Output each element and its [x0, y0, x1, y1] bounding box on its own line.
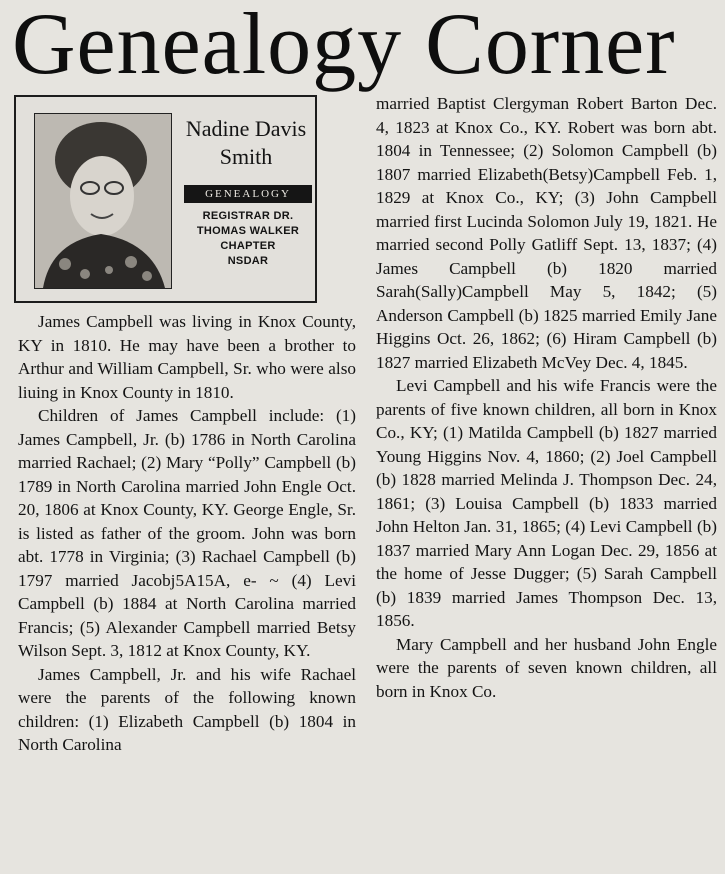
author-name-line2: Smith	[219, 144, 273, 169]
registrar-line: REGISTRAR DR.	[202, 210, 294, 222]
article-paragraph: married Baptist Clergyman Robert Barton Dec. 4, 1823 at Knox Co., KY. Robert was born abt. 1804 in Tennessee; (2) Solomon Campbell (b) 1807 married Elizabeth(Betsy)Campbell Feb. 1, 1829 at Knox Co., KY; (3) John Campbell married first Lucinda Solomon July 19, 1821. He married second Polly Gatliff Sept. 13, 1837; (4) James Campbell (b) 1820 married Sarah(Sally)Campbell May 5, 1842; (5) Anderson Campbell (b) 1825 married Emily Jane Higgins Oct. 26, 1862; (6) Hiram Campbell (b) 1827 married Elizabeth McVey Dec. 4, 1845.	[376, 94, 717, 372]
section-label: GENEALOGY	[184, 185, 312, 203]
author-name	[184, 115, 308, 171]
article-column-right	[376, 92, 717, 703]
registrar-credit	[178, 209, 318, 269]
byline-box	[14, 95, 317, 303]
article-paragraph: Mary Campbell and her husband John Engle were the parents of seven known children, all born in Knox Co.	[376, 634, 717, 701]
article-paragraph: Levi Campbell and his wife Francis were the parents of five known children, all born in Knox Co., KY; (1) Matilda Campbell (b) 1827 married Young Higgins Nov. 4, 1860; (2) Joel Campbell (b) 1828 married Melinda J. Thompson Dec. 24, 1861; (3) Louisa Campbell (b) 1833 married John Helton Jan. 31, 1865; (4) Levi Campbell (b) 1837 married Mary Ann Logan Dec. 29, 1856 at the home of Jesse Dugger; (5) Sarah Campbell (b) 1839 married James Thompson Dec. 13, 1856.	[376, 376, 717, 630]
article-paragraph: James Campbell, Jr. and his wife Rachael were the parents of the following known children: (1) Elizabeth Campbell (b) 1804 in North Carolina	[18, 664, 356, 754]
article-column-left	[18, 310, 356, 757]
registrar-line: NSDAR	[227, 255, 269, 267]
author-photo	[34, 113, 172, 289]
article-paragraph: James Campbell was living in Knox County, KY in 1810. He may have been a brother to Arthur and William Campbell, Sr. who were also liuing in Knox County in 1810.	[18, 312, 356, 402]
registrar-line: THOMAS WALKER	[196, 225, 300, 237]
registrar-line: CHAPTER	[220, 240, 276, 252]
article-paragraph: Children of James Campbell include: (1) James Campbell, Jr. (b) 1786 in North Carolina married Rachael; (2) Mary “Polly” Campbell (b) 1789 in North Carolina married John Engle Oct. 20, 1806 at Knox County, KY. George Engle, Sr. is listed as father of the groom. John was born abt. 1778 in Virginia; (3) Rachael Campbell (b) 1797 married Jacobj5A15A, e- ~ (4) Levi Campbell (b) 1884 at North Carolina married Francis; (5) Alexander Campbell married Betsy Wilson Sept. 3, 1812 at Knox County, KY.	[18, 406, 356, 660]
masthead-title: Genealogy Corner	[12, 0, 676, 93]
author-name-line1: Nadine Davis	[185, 116, 307, 141]
